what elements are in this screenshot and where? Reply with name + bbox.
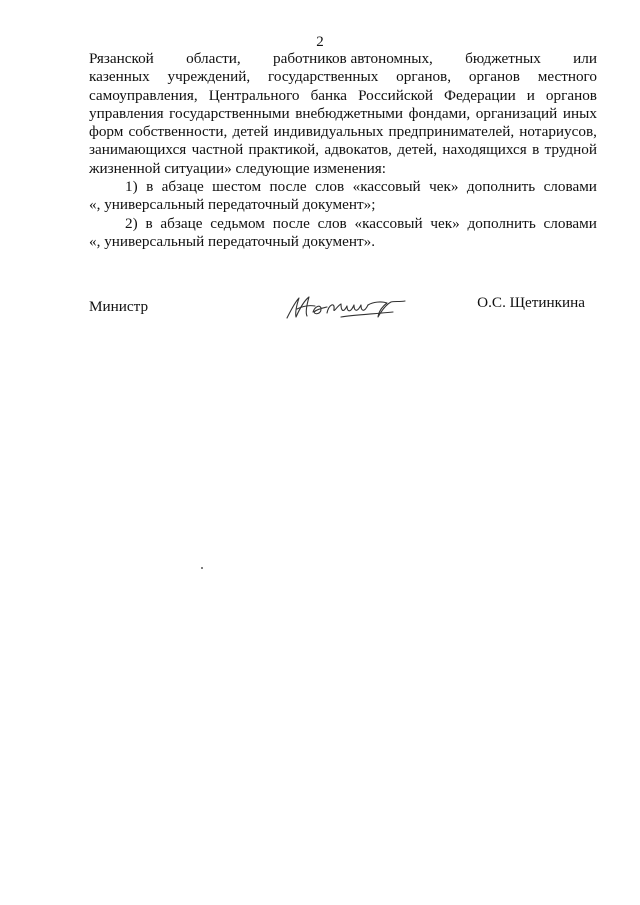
text-line	[89, 141, 597, 159]
text-word: после	[269, 178, 307, 196]
text-word: занимающихся	[89, 141, 187, 159]
document-body-text	[89, 50, 597, 251]
text-word: банка	[310, 86, 348, 104]
text-word: в	[146, 178, 154, 196]
text-word: работников автономных,	[273, 50, 433, 67]
text-word: индивидуальных	[273, 123, 384, 141]
text-line	[89, 196, 597, 214]
text-word: предпринимателей,	[388, 123, 515, 141]
text-line	[89, 160, 597, 178]
text-word: шестом	[212, 178, 262, 196]
page-number: 2	[316, 34, 324, 50]
text-word: Центрального	[208, 86, 300, 104]
text-word: учреждений,	[167, 68, 251, 86]
signature-block	[89, 294, 597, 334]
text-word: «кассовый	[352, 178, 421, 196]
text-word: Рязанской	[89, 50, 154, 67]
text-word: словами	[543, 214, 597, 232]
text-word: государственными	[169, 104, 290, 122]
text-word: органов,	[396, 68, 452, 86]
text-word: частной	[191, 141, 244, 159]
text-word: детей,	[397, 141, 438, 159]
text-word: форм	[89, 123, 124, 141]
text-word: Российской	[358, 86, 433, 104]
text-word: абзаце	[161, 178, 204, 196]
text-word: или	[573, 50, 597, 67]
text-line	[89, 87, 597, 105]
text-word: «кассовый	[354, 214, 423, 232]
text-word: органов	[468, 68, 520, 86]
text-word: трудной	[544, 141, 597, 159]
text-line	[89, 50, 597, 68]
text-word: нотариусов,	[519, 123, 597, 141]
text-word: седьмом	[210, 214, 265, 232]
text-word: находящихся	[442, 141, 527, 159]
text-word: адвокатов,	[324, 141, 392, 159]
signatory-name: О.С. Щетинкина	[477, 294, 585, 311]
text-word: жизненной ситуации» следующие изменения:	[89, 159, 386, 177]
text-word: практикой,	[248, 141, 320, 159]
position-title: Министр	[89, 298, 149, 315]
handwritten-signature	[283, 290, 411, 324]
text-word: словами	[543, 178, 597, 196]
text-word: «, универсальный передаточный документ».	[89, 232, 376, 250]
text-word: слов	[317, 214, 347, 232]
text-word: Федерации	[443, 86, 516, 104]
text-word: 1)	[125, 178, 138, 196]
text-word: чек»	[430, 214, 460, 232]
scan-artifact-dot	[201, 567, 203, 569]
text-word: детей	[232, 123, 269, 141]
text-word: иных	[562, 104, 597, 122]
text-word: казенных	[89, 68, 150, 86]
text-word: слов	[315, 178, 345, 196]
text-word: бюджетных	[465, 50, 541, 67]
text-word: и	[526, 86, 535, 104]
text-word: государственных	[268, 68, 379, 86]
text-word: внебюджетными	[295, 104, 404, 122]
text-word: 2)	[125, 214, 138, 232]
text-line	[89, 123, 597, 141]
text-line	[89, 178, 597, 196]
text-word: абзаце	[160, 214, 203, 232]
text-word: органов	[545, 86, 597, 104]
text-word: чек»	[429, 178, 459, 196]
text-word: фондами,	[408, 104, 471, 122]
text-word: местного	[537, 68, 597, 86]
text-word: дополнить	[467, 214, 536, 232]
text-word: управления	[89, 104, 164, 122]
text-word: «, универсальный передаточный документ»;	[89, 196, 376, 214]
text-word: организаций	[475, 104, 558, 122]
text-word: в	[532, 141, 540, 159]
text-word: области,	[186, 50, 241, 67]
text-word: собственности,	[128, 123, 228, 141]
text-line	[89, 105, 597, 123]
text-line	[89, 68, 597, 86]
text-word: дополнить	[466, 178, 536, 196]
text-line	[89, 233, 597, 251]
text-word: самоуправления,	[89, 86, 198, 104]
text-line	[89, 215, 597, 233]
text-word: после	[272, 214, 310, 232]
text-word: в	[145, 214, 153, 232]
